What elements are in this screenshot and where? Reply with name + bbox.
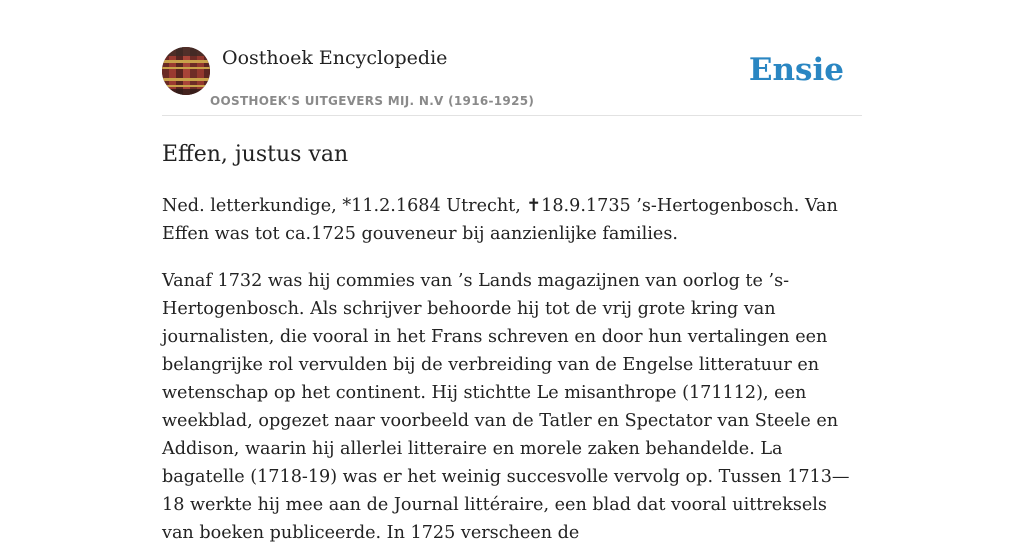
- entry-title: Effen, justus van: [162, 142, 349, 167]
- header: [162, 0, 862, 116]
- content-container: [162, 0, 862, 543]
- source-title[interactable]: Oosthoek Encyclopedie: [222, 47, 448, 69]
- source-subtitle: OOSTHOEK'S UITGEVERS MIJ. N.V (1916-1925): [210, 94, 535, 108]
- encyclopedia-books-icon[interactable]: [162, 47, 210, 95]
- entry-paragraph: Vanaf 1732 was hij commies van ’s Lands magazijnen van oorlog te ’s-Hertogenbosch. Als schrijver behoorde hij tot de vrij grote kring van journalisten, die vooral in het Frans schreven en door hun vertalingen een belangrijke rol vervulden bij de verbreiding van de Engelse litteratuur en wetenschap op het continent. Hij stichtte Le misanthrope (171112), een weekblad, opgezet naar voorbeeld van de Tatler en Spectator van Steele en Addison, waarin hij allerlei litteraire en morele zaken behandelde. La bagatelle (1718-19) was er het weinig succesvolle vervolg op. Tussen 1713—18 werkte hij mee aan de Journal littéraire, een blad dat vooral uittreksels van boeken publiceerde. In 1725 verscheen de: [162, 271, 850, 543]
- brand-logo[interactable]: Ensie: [748, 52, 844, 88]
- entry-paragraph: Ned. letterkundige, *11.2.1684 Utrecht, ✝18.9.1735 ’s-Hertogenbosch. Van Effen was tot ca.1725 gouveneur bij aanzienlijke families.: [162, 196, 838, 244]
